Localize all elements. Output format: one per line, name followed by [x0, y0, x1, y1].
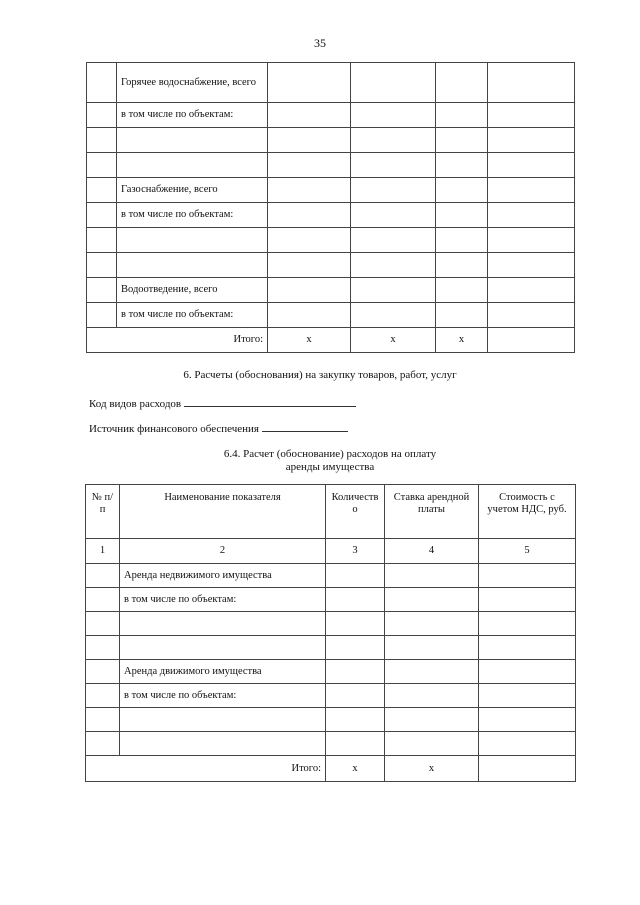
row-label: Газоснабжение, всего: [117, 178, 268, 203]
table-row: [87, 63, 575, 103]
total-mark: х: [351, 328, 436, 353]
subsection-title-line1: 6.4. Расчет (обоснование) расходов на оплату: [223, 448, 437, 460]
row-label: Аренда недвижимого имущества: [120, 564, 326, 588]
table-row: [87, 303, 575, 328]
table-row: [87, 128, 575, 153]
utilities-table: [86, 62, 575, 353]
row-label: Водоотведение, всего: [117, 278, 268, 303]
column-number: 5: [479, 539, 576, 564]
funding-source-blank: [262, 420, 348, 432]
table-row: [87, 178, 575, 203]
header-cost: Стоимость с учетом НДС, руб.: [479, 485, 576, 539]
row-label: в том числе по объектам:: [120, 588, 326, 612]
table-row: [86, 732, 576, 756]
subsection-title-line2: аренды имущества: [285, 461, 375, 473]
expense-code-blank: [184, 395, 356, 407]
row-label: [120, 708, 326, 732]
table-row: [87, 103, 575, 128]
table-row: [87, 153, 575, 178]
expense-code-label: Код видов расходов: [89, 398, 182, 410]
row-label: в том числе по объектам:: [117, 303, 268, 328]
table-row: [87, 203, 575, 228]
row-label: [117, 128, 268, 153]
table-row: [86, 564, 576, 588]
row-label: Горячее водоснабжение, всего: [117, 63, 268, 103]
row-label: [117, 228, 268, 253]
total-mark: х: [436, 328, 488, 353]
column-number: 4: [385, 539, 479, 564]
table-row: [87, 253, 575, 278]
table-row: [86, 708, 576, 732]
row-label: [117, 153, 268, 178]
funding-source-field: [89, 420, 348, 435]
total-mark: х: [326, 756, 385, 782]
header-num: № п/п: [86, 485, 120, 539]
header-rate: Ставка арендной платы: [385, 485, 479, 539]
funding-source-label: Источник финансового обеспечения: [89, 423, 259, 435]
row-label: [117, 253, 268, 278]
rent-table: [85, 484, 576, 782]
row-label: в том числе по объектам:: [120, 684, 326, 708]
header-row: [86, 485, 576, 539]
row-label: [120, 732, 326, 756]
row-label: в том числе по объектам:: [117, 203, 268, 228]
table-row: [86, 588, 576, 612]
row-label: Аренда движимого имущества: [120, 660, 326, 684]
row-label: [120, 612, 326, 636]
column-number: 2: [120, 539, 326, 564]
total-label: Итого:: [86, 756, 326, 782]
expense-code-field: [89, 395, 356, 410]
row-label: [120, 636, 326, 660]
table-row: [86, 612, 576, 636]
column-number: 1: [86, 539, 120, 564]
page-number: 35: [314, 36, 326, 50]
table-row: [86, 660, 576, 684]
table-row: [86, 636, 576, 660]
total-mark: х: [268, 328, 351, 353]
subsection-title: [180, 448, 480, 474]
table-row: [87, 228, 575, 253]
header-qty: Количество: [326, 485, 385, 539]
table-row: [87, 278, 575, 303]
table-row: [86, 684, 576, 708]
total-row: [87, 328, 575, 353]
row-label: в том числе по объектам:: [117, 103, 268, 128]
column-numbers-row: [86, 539, 576, 564]
total-mark: х: [385, 756, 479, 782]
header-name: Наименование показателя: [120, 485, 326, 539]
section-title: 6. Расчеты (обоснования) на закупку товаров, работ, услуг: [183, 369, 457, 381]
total-row: [86, 756, 576, 782]
total-label: Итого:: [87, 328, 268, 353]
column-number: 3: [326, 539, 385, 564]
